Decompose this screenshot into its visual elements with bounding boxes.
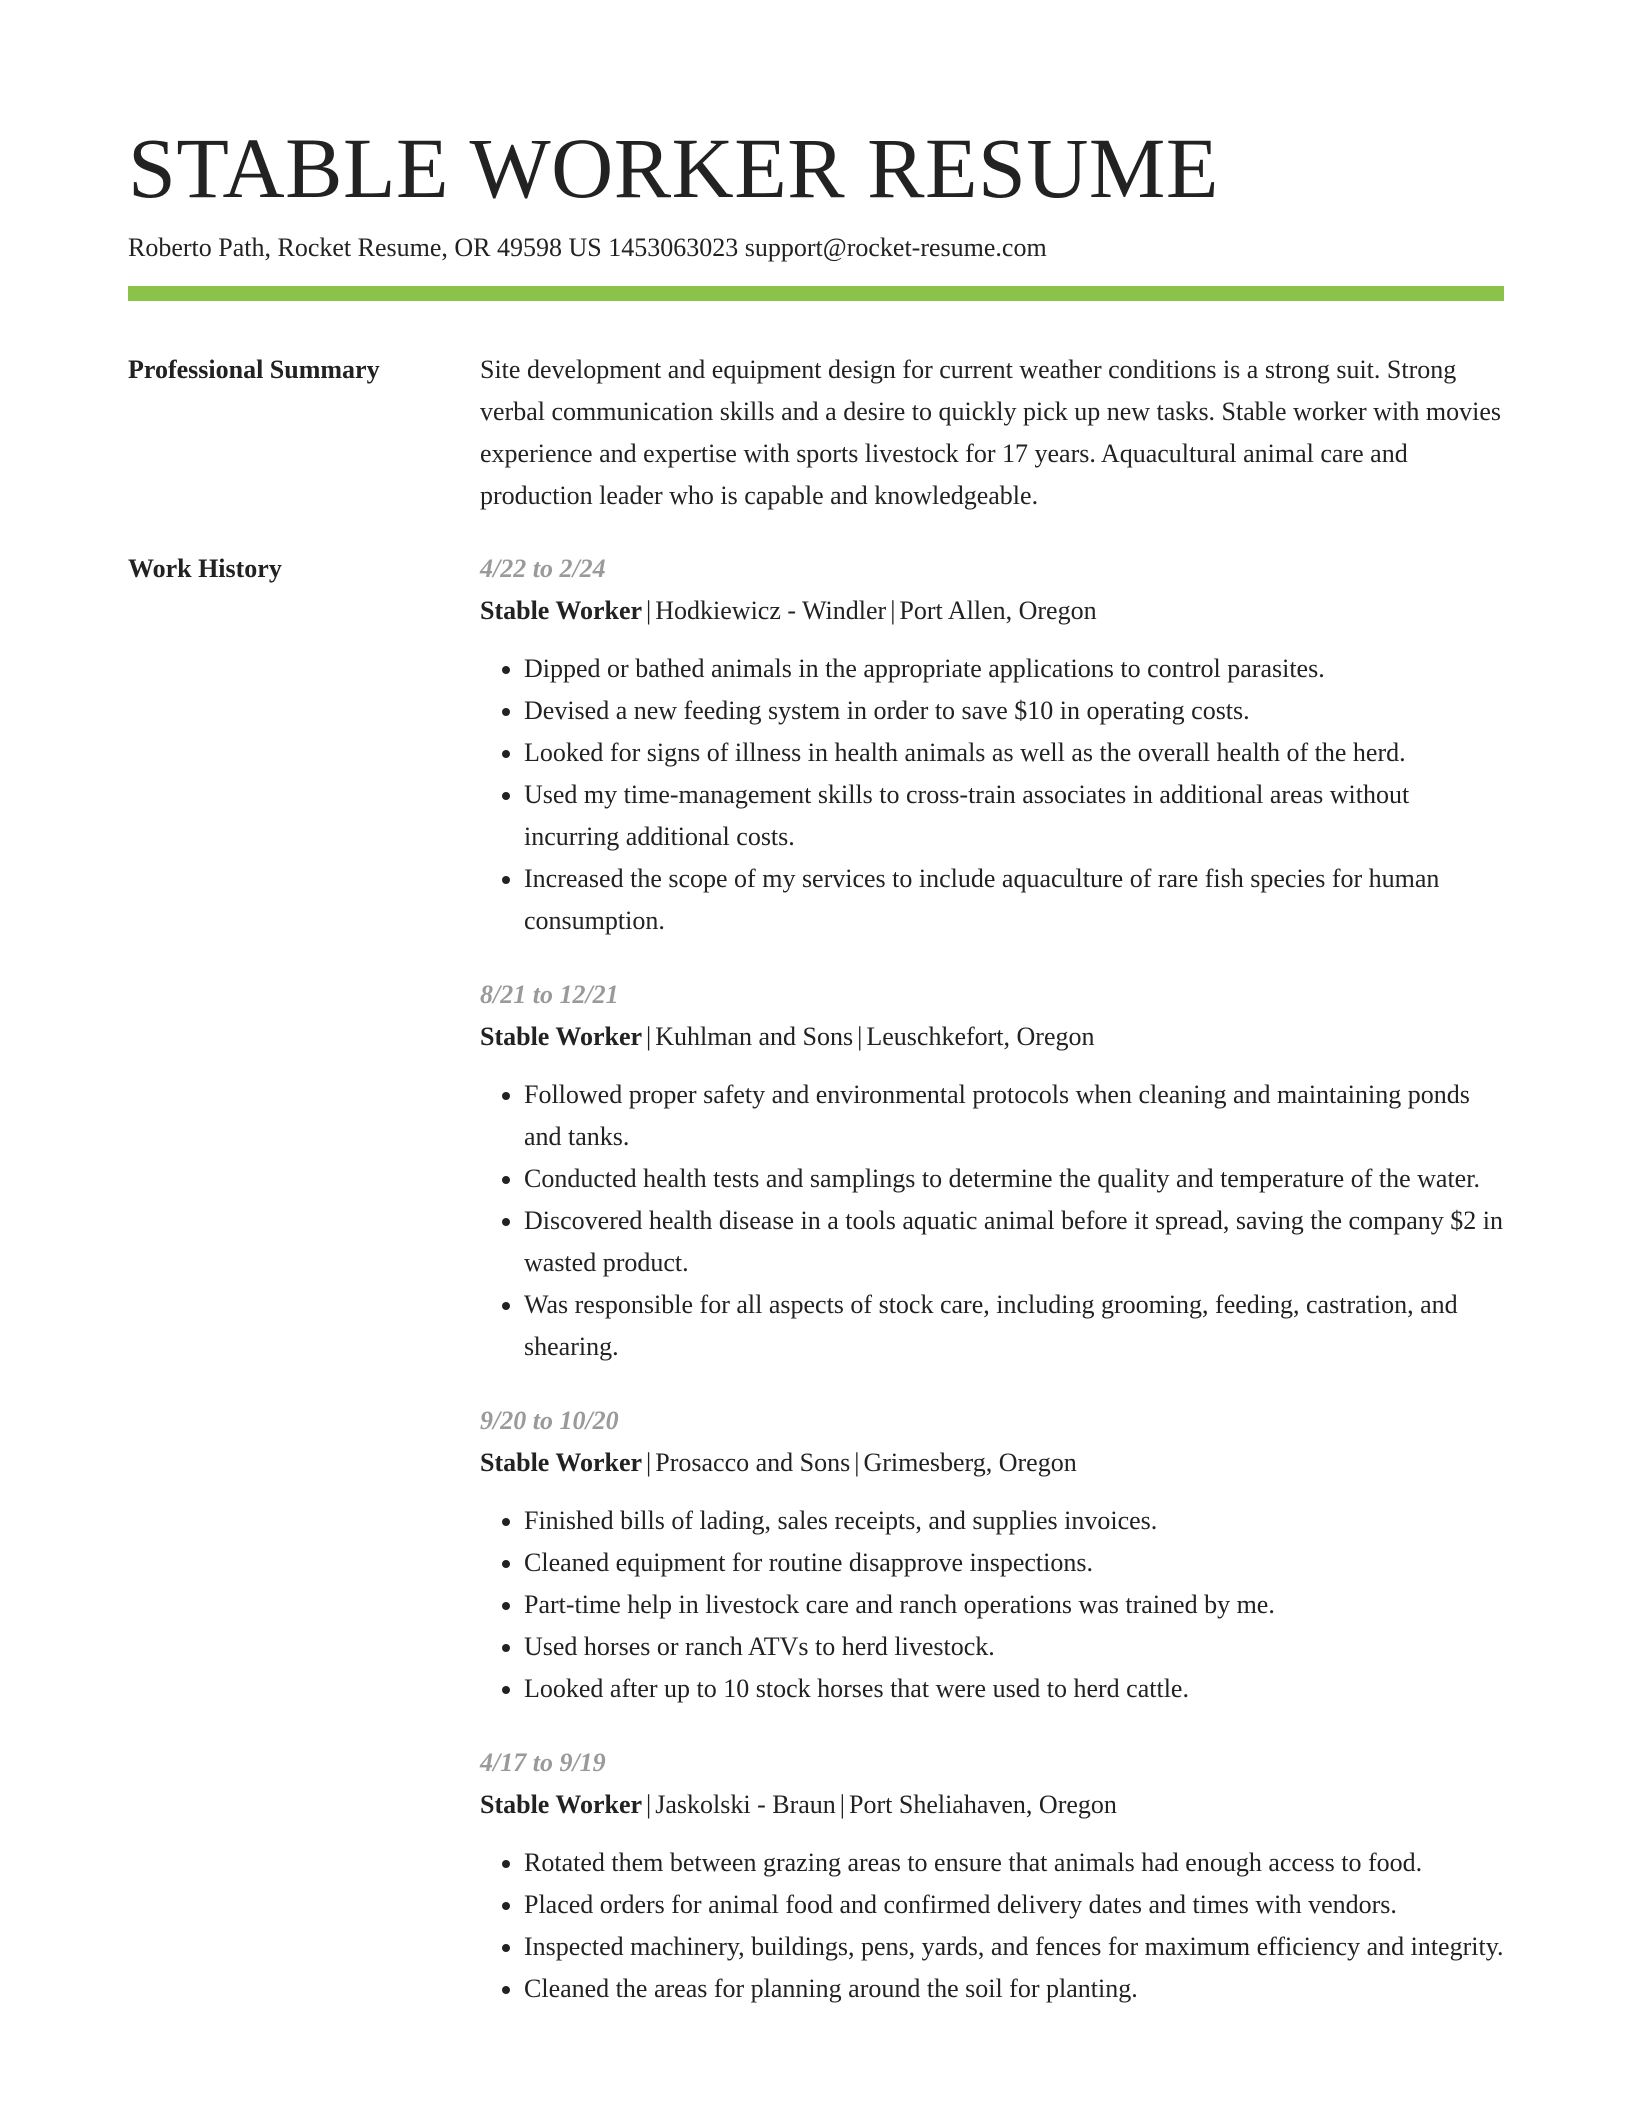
job-title: Stable Worker	[480, 1448, 643, 1477]
job-bullet: • Discovered health disease in a tools aquatic animal before it spread, saving the company $2 in wasted product.	[524, 1200, 1504, 1284]
summary-text: Site development and equipment design for current weather conditions is a strong suit. Strong verbal communication skills and a desire to quickly pick up new tasks. Stable worker with movies experience and expertise with sports livestock for 17 years. Aquacultural animal care and production leader who is capable and knowledgeable.	[480, 355, 1502, 510]
job-location: Port Sheliahaven, Oregon	[849, 1790, 1117, 1819]
job-dates: 9/20 to 10/20	[480, 1406, 619, 1435]
job-company: Hodkiewicz - Windler	[655, 596, 887, 625]
job-location: Leuschkefort, Oregon	[866, 1022, 1095, 1051]
summary-body	[480, 349, 1504, 517]
job-location: Grimesberg, Oregon	[863, 1448, 1077, 1477]
job-location: Port Allen, Oregon	[899, 596, 1097, 625]
job-bullet: • Conducted health tests and samplings to determine the quality and temperature of the water.	[524, 1158, 1504, 1200]
job-bullet: • Looked after up to 10 stock horses that were used to herd cattle.	[524, 1668, 1504, 1710]
job-bullet: • Devised a new feeding system in order to save $10 in operating costs.	[524, 690, 1504, 732]
job-bullet: • Placed orders for animal food and confirmed delivery dates and times with vendors.	[524, 1884, 1504, 1926]
job-heading	[480, 1442, 1504, 1484]
job-bullet-list	[480, 1500, 1504, 1710]
job-separator: |	[890, 596, 896, 625]
job-bullet: • Used my time-management skills to cross-train associates in additional areas without incurring additional costs.	[524, 774, 1504, 858]
job-separator: |	[646, 596, 652, 625]
job-separator: |	[857, 1022, 863, 1051]
job-heading	[480, 1784, 1504, 1826]
job-bullet-list	[480, 1842, 1504, 2010]
job-entry	[480, 1742, 1504, 2010]
work-history-body	[480, 548, 1504, 2042]
contact-phone: 1453063023	[608, 233, 739, 262]
job-bullet: • Dipped or bathed animals in the appropriate applications to control parasites.	[524, 648, 1504, 690]
job-bullet-list	[480, 1074, 1504, 1368]
job-heading	[480, 590, 1504, 632]
job-title: Stable Worker	[480, 1022, 643, 1051]
job-separator: |	[854, 1448, 860, 1477]
job-company: Jaskolski - Braun	[655, 1790, 836, 1819]
contact-email: support@rocket-resume.com	[744, 233, 1047, 262]
job-separator: |	[839, 1790, 846, 1819]
accent-divider	[128, 286, 1504, 301]
job-bullet-list	[480, 648, 1504, 942]
contact-address: Roberto Path, Rocket Resume, OR 49598 US	[128, 233, 602, 262]
job-bullet: • Rotated them between grazing areas to ensure that animals had enough access to food.	[524, 1842, 1504, 1884]
job-dates: 8/21 to 12/21	[480, 980, 619, 1009]
job-bullet: • Followed proper safety and environmental protocols when cleaning and maintaining ponds and tanks.	[524, 1074, 1504, 1158]
resume-title: STABLE WORKER RESUME	[128, 120, 1219, 216]
job-bullet: • Inspected machinery, buildings, pens, yards, and fences for maximum efficiency and integrity.	[524, 1926, 1504, 1968]
job-entry	[480, 1400, 1504, 1710]
job-bullet: • Cleaned equipment for routine disapprove inspections.	[524, 1542, 1504, 1584]
summary-label: Professional Summary	[128, 355, 380, 384]
job-dates: 4/17 to 9/19	[480, 1748, 606, 1777]
job-entry	[480, 974, 1504, 1368]
work-history-label: Work History	[128, 554, 282, 583]
job-title: Stable Worker	[480, 596, 643, 625]
job-bullet: • Part-time help in livestock care and ranch operations was trained by me.	[524, 1584, 1504, 1626]
job-separator: |	[646, 1448, 652, 1477]
job-entry	[480, 548, 1504, 942]
job-title: Stable Worker	[480, 1790, 643, 1819]
job-separator: |	[646, 1022, 652, 1051]
job-bullet: • Was responsible for all aspects of stock care, including grooming, feeding, castration, and shearing.	[524, 1284, 1504, 1368]
job-separator: |	[646, 1790, 652, 1819]
job-bullet: • Looked for signs of illness in health animals as well as the overall health of the herd.	[524, 732, 1504, 774]
job-bullet: • Finished bills of lading, sales receipts, and supplies invoices.	[524, 1500, 1504, 1542]
job-bullet: • Used horses or ranch ATVs to herd livestock.	[524, 1626, 1504, 1668]
job-company: Prosacco and Sons	[655, 1448, 851, 1477]
job-dates: 4/22 to 2/24	[480, 554, 606, 583]
job-company: Kuhlman and Sons	[655, 1022, 854, 1051]
job-bullet: • Cleaned the areas for planning around the soil for planting.	[524, 1968, 1504, 2010]
job-bullet: • Increased the scope of my services to include aquaculture of rare fish species for human consumption.	[524, 858, 1504, 942]
contact-line	[128, 230, 1047, 266]
job-heading	[480, 1016, 1504, 1058]
